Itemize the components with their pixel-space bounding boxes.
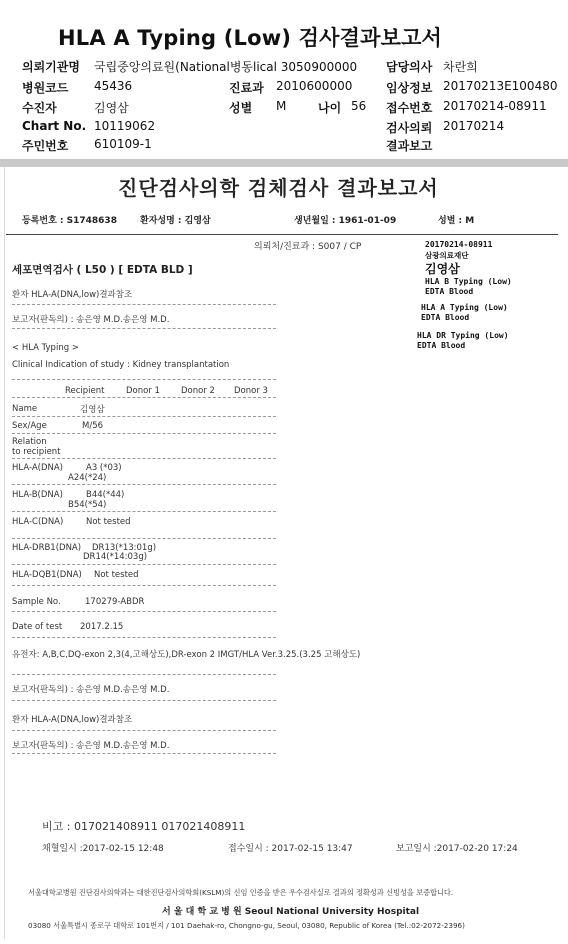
certification-note: 서울대학교병원 진단검사의학과는 대한진단검사의학회(KSLM)의 신임 인증을 받은 우수검사실로 결과의 정확성과 신빙성을 보증합니다. xyxy=(28,888,454,897)
divider xyxy=(12,564,276,565)
requesting-dept: 의뢰처/진료과 : S007 / CP xyxy=(254,242,362,252)
date-of-birth: 생년월일 : 1961-01-09 xyxy=(294,216,397,226)
col-recipient: Recipient xyxy=(65,386,105,396)
reporter-1: 보고자(판독의) : 송은영 M.D.송은영 M.D. xyxy=(12,315,170,325)
rule-top xyxy=(6,234,558,235)
sticker-specimen-1: EDTA Blood xyxy=(425,287,474,296)
col-donor-2: Donor 2 xyxy=(181,386,215,396)
hospital-address: 03080 서울특별시 종로구 대학로 101번지 / 101 Daehak-ro, Chongno-gu, Seoul, 03080, Republic of Korea (Tel.:02-2072-2396) xyxy=(28,921,465,930)
sticker-specimen-3: EDTA Blood xyxy=(417,341,466,350)
col-donor-1: Donor 1 xyxy=(126,386,160,396)
document-title: HLA A Typing (Low) 검사결과보고서 xyxy=(58,26,443,50)
hla-drb1-allele-2: DR14(*14:03g) xyxy=(83,552,148,562)
hla-b-allele-2: B54(*54) xyxy=(68,500,107,510)
sticker-test-hla-a: HLA A Typing (Low) xyxy=(421,303,508,312)
row-label-sample-no: Sample No. xyxy=(12,597,61,607)
row-label-hla-c: HLA-C(DNA) xyxy=(12,517,64,527)
sticker-patient-name: 김영삼 xyxy=(425,262,460,276)
sticker-test-hla-b: HLA B Typing (Low) xyxy=(425,277,512,286)
clinical-info-value: 20170213E100480 xyxy=(443,79,558,93)
sex-label: 성별 xyxy=(229,101,253,115)
chart-no-label: Chart No. xyxy=(22,119,87,133)
row-value-sex-age: M/56 xyxy=(82,421,104,431)
sticker-lab-name: 삼광의료재단 xyxy=(425,251,469,260)
divider xyxy=(12,585,276,586)
divider xyxy=(12,328,276,329)
divider xyxy=(12,511,276,512)
reference-note-1: 환자 HLA-A(DNA,low)결과참조 xyxy=(12,290,133,300)
reference-note-2: 환자 HLA-A(DNA,low)결과참조 xyxy=(12,715,133,725)
sticker-specimen-2: EDTA Blood xyxy=(421,313,470,322)
receipt-no-value: 20170214-08911 xyxy=(443,99,547,113)
divider xyxy=(12,637,276,638)
reporter-2: 보고자(판독의) : 송은영 M.D.송은영 M.D. xyxy=(12,685,170,695)
divider xyxy=(12,730,276,731)
divider xyxy=(12,379,276,380)
clinical-indication: Clinical Indication of study : Kidney transplantation xyxy=(12,360,230,370)
doctor-label: 담당의사 xyxy=(386,60,433,74)
sticker-receipt-no: 20170214-08911 xyxy=(425,240,493,249)
clinical-info-label: 임상정보 xyxy=(386,81,433,95)
divider xyxy=(12,458,276,459)
age-value: 56 xyxy=(351,99,367,113)
sample-no-value: 170279-ABDR xyxy=(85,597,145,607)
row-label-relation: Relation to recipient xyxy=(12,437,61,457)
result-report-label: 결과보고 xyxy=(386,139,433,153)
patient-name: 환자성명 : 김영삼 xyxy=(140,216,211,226)
hla-b-allele-1: B44(*44) xyxy=(86,490,125,500)
hla-dqb1-value: Not tested xyxy=(94,570,139,580)
receipt-time: 접수일시 : 2017-02-15 13:47 xyxy=(228,844,353,854)
hla-a-allele-2: A24(*24) xyxy=(68,473,107,483)
row-label-hla-dqb1: HLA-DQB1(DNA) xyxy=(12,570,82,580)
resident-no-label: 주민번호 xyxy=(22,139,69,153)
remark: 비고 : 017021408911 017021408911 xyxy=(42,820,246,833)
row-label-hla-drb1: HLA-DRB1(DNA) xyxy=(12,543,82,553)
divider xyxy=(12,538,276,539)
divider xyxy=(12,611,276,612)
hla-typing-heading: < HLA Typing > xyxy=(12,343,79,353)
hospital-code-label: 병원코드 xyxy=(22,81,69,95)
test-request-label: 검사의뢰 xyxy=(386,121,433,135)
sticker-test-hla-dr: HLA DR Typing (Low) xyxy=(417,331,509,340)
hospital-name: 서 울 대 학 교 병 원 Seoul National University Hospital xyxy=(162,907,420,917)
divider xyxy=(12,700,276,701)
receipt-no-label: 접수번호 xyxy=(386,101,433,115)
divider xyxy=(12,304,276,305)
divider xyxy=(12,433,276,434)
date-of-test-value: 2017.2.15 xyxy=(80,622,124,632)
gene-info: 유전자: A,B,C,DQ-exon 2,3(4,고해상도),DR-exon 2 IMGT/HLA Ver.3.25.(3.25 고해상도) xyxy=(12,650,361,660)
report-title: 진단검사의학 검체검사 결과보고서 xyxy=(118,176,439,200)
hla-c-value: Not tested xyxy=(86,517,131,527)
patient-sex: 성별 : M xyxy=(438,216,475,226)
report-time: 보고일시 :2017-02-20 17:24 xyxy=(396,844,518,854)
divider xyxy=(12,397,276,398)
row-label-date-of-test: Date of test xyxy=(12,622,63,632)
resident-no-value: 610109-1 xyxy=(94,137,152,151)
collection-time: 채혈일시 :2017-02-15 12:48 xyxy=(42,844,164,854)
row-label-sex-age: Sex/Age xyxy=(12,421,47,431)
registration-no: 등록번호 : S1748638 xyxy=(22,216,117,226)
divider xyxy=(12,416,276,417)
doctor-value: 차란희 xyxy=(443,60,478,74)
row-label-name: Name xyxy=(12,404,38,414)
requesting-institution-value: 국립중앙의료원(National병동lical 3050900000 xyxy=(94,60,358,74)
col-donor-3: Donor 3 xyxy=(234,386,268,396)
hospital-code-value: 45436 xyxy=(94,79,133,93)
separator-band xyxy=(0,159,568,167)
department-value: 2010600000 xyxy=(276,79,353,93)
chart-no-value: 10119062 xyxy=(94,119,156,133)
divider xyxy=(12,753,276,754)
hla-drb1-allele-1: DR13(*13:01g) xyxy=(92,543,157,553)
hla-a-allele-1: A3 (*03) xyxy=(86,463,122,473)
row-label-hla-a: HLA-A(DNA) xyxy=(12,463,63,473)
age-label: 나이 xyxy=(318,101,342,115)
row-value-name: 김영삼 xyxy=(80,405,105,415)
department-label: 진료과 xyxy=(229,81,264,95)
sex-value: M xyxy=(276,99,287,113)
divider xyxy=(12,484,276,485)
section-title: 세포면역검사 ( L50 ) [ EDTA BLD ] xyxy=(12,264,193,276)
divider xyxy=(12,674,276,675)
test-request-value: 20170214 xyxy=(443,119,505,133)
row-label-hla-b: HLA-B(DNA) xyxy=(12,490,63,500)
reporter-3: 보고자(판독의) : 송은영 M.D.송은영 M.D. xyxy=(12,741,170,751)
requesting-institution-label: 의뢰기관명 xyxy=(22,60,80,74)
examinee-value: 김영삼 xyxy=(94,101,129,115)
examinee-label: 수진자 xyxy=(22,101,57,115)
